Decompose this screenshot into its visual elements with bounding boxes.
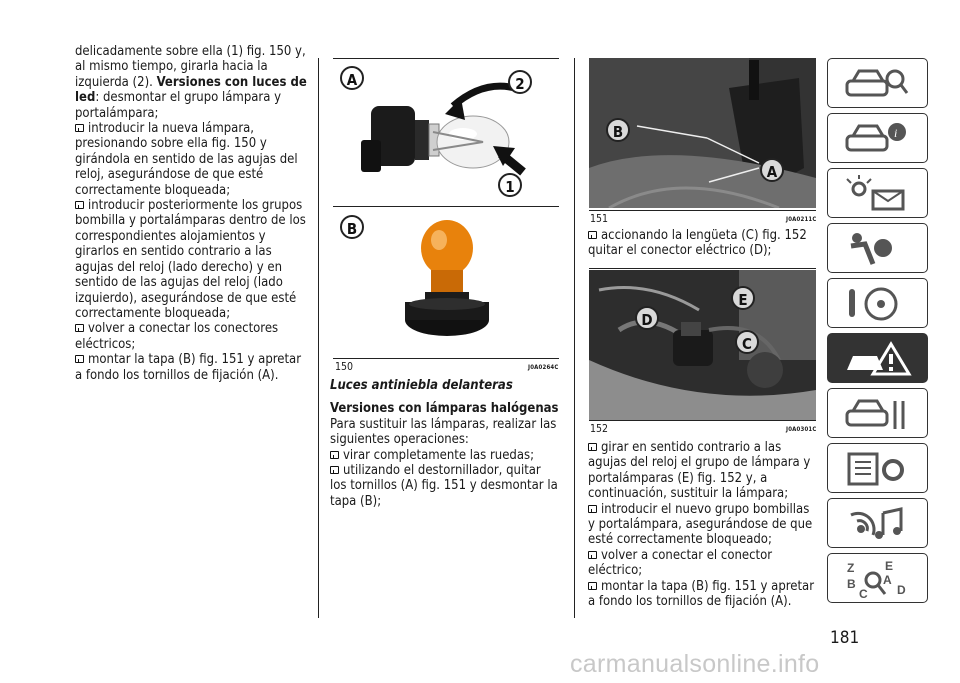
list-item: introducir la nueva lámpara, presionando sobre ella fig. 150 y girándola en sentido de las agujas del reloj, asegurándose de que esté correctamente bloqueada; [75, 121, 298, 198]
index-letter-d: D [897, 583, 906, 597]
led-bulb-illustration [333, 210, 559, 356]
tab-emergency[interactable] [827, 333, 928, 383]
page-number: 181 [830, 628, 860, 648]
tab-starting-driving[interactable] [827, 278, 928, 328]
figure-code: J0A0211C [786, 216, 817, 223]
car-info-icon [843, 120, 913, 158]
callout-d: D [635, 306, 659, 330]
car-service-icon [843, 395, 913, 433]
column-2 [330, 378, 560, 509]
callout-a: A [760, 158, 784, 182]
bullet-icon [75, 124, 84, 132]
bullet-icon [588, 551, 597, 559]
list-item: girar en sentido contrario a las agujas del reloj el grupo de lámpara y portalámparas (E) fig. 152 y, a continuación, sustituir la lámpara; [588, 440, 811, 502]
airbag-icon [843, 230, 913, 268]
index-letter-b: B [847, 577, 856, 591]
figure-number: 151 [590, 213, 609, 225]
index-letter-e: E [885, 559, 894, 573]
column-1 [75, 44, 307, 383]
multimedia-icon [843, 505, 913, 543]
callout-b: B [340, 215, 364, 239]
tab-safety[interactable] [827, 223, 928, 273]
list-item: montar la tapa (B) fig. 151 y apretar a fondo los tornillos de fijación (A). [75, 352, 302, 383]
list-item: volver a conectar el conector eléctrico; [588, 547, 773, 579]
column-divider [574, 58, 575, 618]
tech-data-icon [843, 450, 913, 488]
figure-inner-rule [333, 206, 559, 207]
fog-lamp-connector-photo [589, 270, 816, 420]
tab-index[interactable] [827, 553, 928, 603]
index-letter-z: Z [847, 561, 855, 575]
tab-knowing-vehicle[interactable] [827, 58, 928, 108]
column-3-bottom-text [588, 440, 818, 609]
subsection-title: Versiones con lámparas halógenas [330, 401, 559, 417]
figure-bottom-rule [589, 210, 816, 211]
tab-technical-data[interactable] [827, 443, 928, 493]
intro-paragraph: Para sustituir las lámparas, realizar las siguientes operaciones: [330, 416, 557, 448]
list-item: montar la tapa (B) fig. 151 y apretar a fondo los tornillos de fijación (A). [588, 578, 815, 610]
bullet-icon [330, 451, 339, 459]
led-versions-label: Versiones con luces de led [75, 74, 307, 106]
tab-dashboard[interactable] [827, 113, 928, 163]
svg-text:i: i [894, 126, 898, 140]
callout-e: E [731, 286, 755, 310]
list-item: virar completamente las ruedas; [330, 448, 560, 463]
car-search-icon [843, 65, 913, 103]
callout-c: C [735, 330, 759, 354]
column-3-top-text [588, 228, 818, 259]
bullet-icon [330, 466, 339, 474]
bullet-icon [588, 582, 597, 590]
bullet-icon [75, 355, 84, 363]
index-letter-c: C [859, 587, 868, 598]
figure-code: J0A0301C [786, 426, 817, 433]
figure-code: J0A0264C [528, 364, 559, 371]
list-item: introducir el nuevo grupo bombillas y portalámpara, asegurándose de que esté correctamente bloqueado; [588, 501, 813, 548]
emergency-warning-icon [843, 340, 913, 378]
figure-top-rule [333, 58, 559, 59]
section-title: Luces antiniebla delanteras [330, 378, 513, 393]
index-letter-a: A [883, 573, 892, 587]
figure-bottom-rule [589, 420, 816, 421]
callout-b: B [606, 118, 630, 142]
callout-1: 1 [498, 173, 522, 197]
tab-multimedia[interactable] [827, 498, 928, 548]
index-icon [843, 558, 913, 598]
tab-warning-lights[interactable] [827, 168, 928, 218]
column-divider [318, 58, 319, 618]
callout-2: 2 [508, 70, 532, 94]
watermark: carmanualsonline.info [570, 650, 820, 678]
list-item: introducir posteriormente los grupos bombilla y portalámparas dentro de los correspondientes alojamientos y girarlos en sentido contrario a las agujas del reloj (lado derecho) y en sentido de las agujas del reloj (lado izquierdo), asegurándose de que esté correctamente bloqueada; [75, 198, 306, 321]
figure-bottom-rule [333, 358, 559, 359]
list-item: volver a conectar los conectores eléctricos; [75, 321, 279, 352]
figure-top-rule [589, 268, 816, 269]
bullet-icon [588, 231, 597, 239]
tab-maintenance[interactable] [827, 388, 928, 438]
bullet-icon [588, 443, 597, 451]
list-item: accionando la lengüeta (C) fig. 152 quitar el conector eléctrico (D); [588, 228, 807, 259]
callout-a: A [340, 66, 364, 90]
bullet-icon [588, 505, 597, 513]
figure-number: 150 [335, 361, 354, 373]
intro-paragraph: delicadamente sobre ella (1) fig. 150 y, al mismo tiempo, girarla hacia la izquierda (2). Versiones con luces de led: desmontar el grupo lámpara y portalámpara; [75, 44, 307, 121]
dashboard-lights-icon [843, 175, 913, 213]
bullet-icon [75, 324, 84, 332]
steering-wheel-icon [843, 285, 913, 323]
figure-number: 152 [590, 423, 609, 435]
list-item: utilizando el destornillador, quitar los tornillos (A) fig. 151 y desmontar la tapa (B); [330, 463, 558, 509]
figure-152-photo [589, 270, 816, 420]
bullet-icon [75, 201, 84, 209]
figure-150-bulb-b [333, 210, 559, 356]
